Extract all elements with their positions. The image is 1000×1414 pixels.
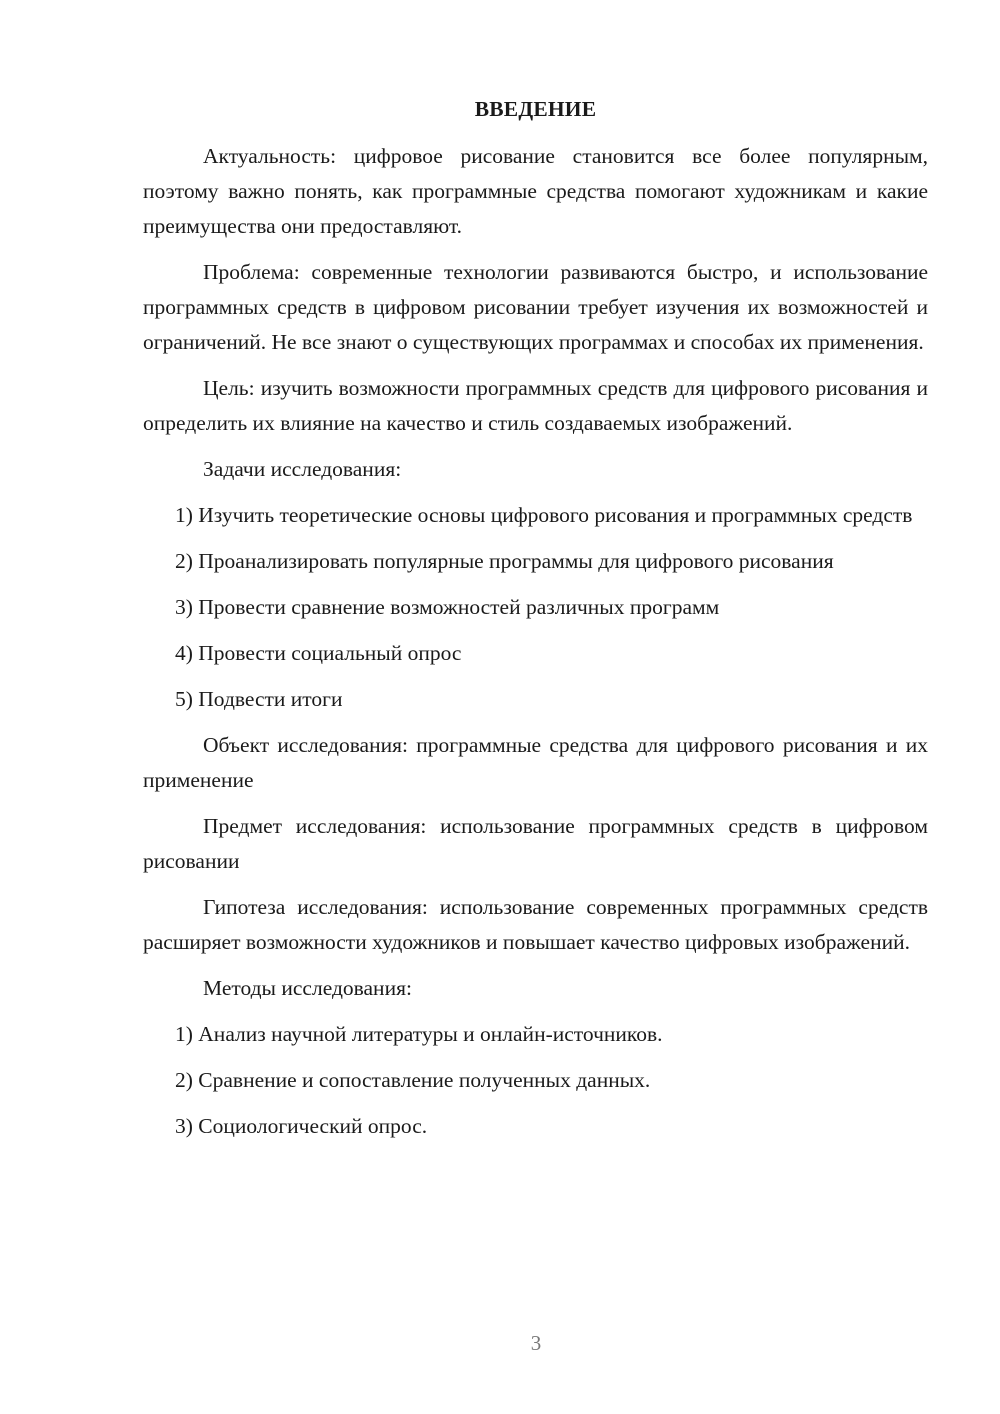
task-item-3: 3) Провести сравнение возможностей различных программ xyxy=(175,595,720,619)
object-paragraph: Объект исследования: программные средства для цифрового рисования и их применение xyxy=(143,733,928,792)
method-item-2: 2) Сравнение и сопоставление полученных данных. xyxy=(175,1068,651,1092)
hypothesis-paragraph: Гипотеза исследования: использование современных программных средств расширяет возможности художников и повышает качество цифровых изображений. xyxy=(143,895,928,954)
relevance-paragraph: Актуальность: цифровое рисование становится все более популярным, поэтому важно понять, как программные средства помогают художникам и какие преимущества они предоставляют. xyxy=(143,144,928,238)
tasks-heading: Задачи исследования: xyxy=(203,457,402,481)
document-page xyxy=(143,92,928,1155)
page-number: 3 xyxy=(530,1331,542,1355)
problem-paragraph: Проблема: современные технологии развиваются быстро, и использование программных средств в цифровом рисовании требует изучения их возможностей и ограничений. Не все знают о существующих программах и способах их применения. xyxy=(143,260,928,354)
method-item-3: 3) Социологический опрос. xyxy=(175,1114,428,1138)
task-item-4: 4) Провести социальный опрос xyxy=(175,641,462,665)
task-item-5: 5) Подвести итоги xyxy=(175,687,343,711)
subject-paragraph: Предмет исследования: использование программных средств в цифровом рисовании xyxy=(143,814,928,873)
page-title: ВВЕДЕНИЕ xyxy=(474,97,597,121)
method-item-1: 1) Анализ научной литературы и онлайн-источников. xyxy=(175,1022,663,1046)
methods-heading: Методы исследования: xyxy=(203,976,412,1000)
task-item-2: 2) Проанализировать популярные программы для цифрового рисования xyxy=(175,549,834,573)
task-item-1: 1) Изучить теоретические основы цифрового рисования и программных средств xyxy=(175,503,913,527)
goal-paragraph: Цель: изучить возможности программных средств для цифрового рисования и определить их влияние на качество и стиль создаваемых изображений. xyxy=(143,376,928,435)
